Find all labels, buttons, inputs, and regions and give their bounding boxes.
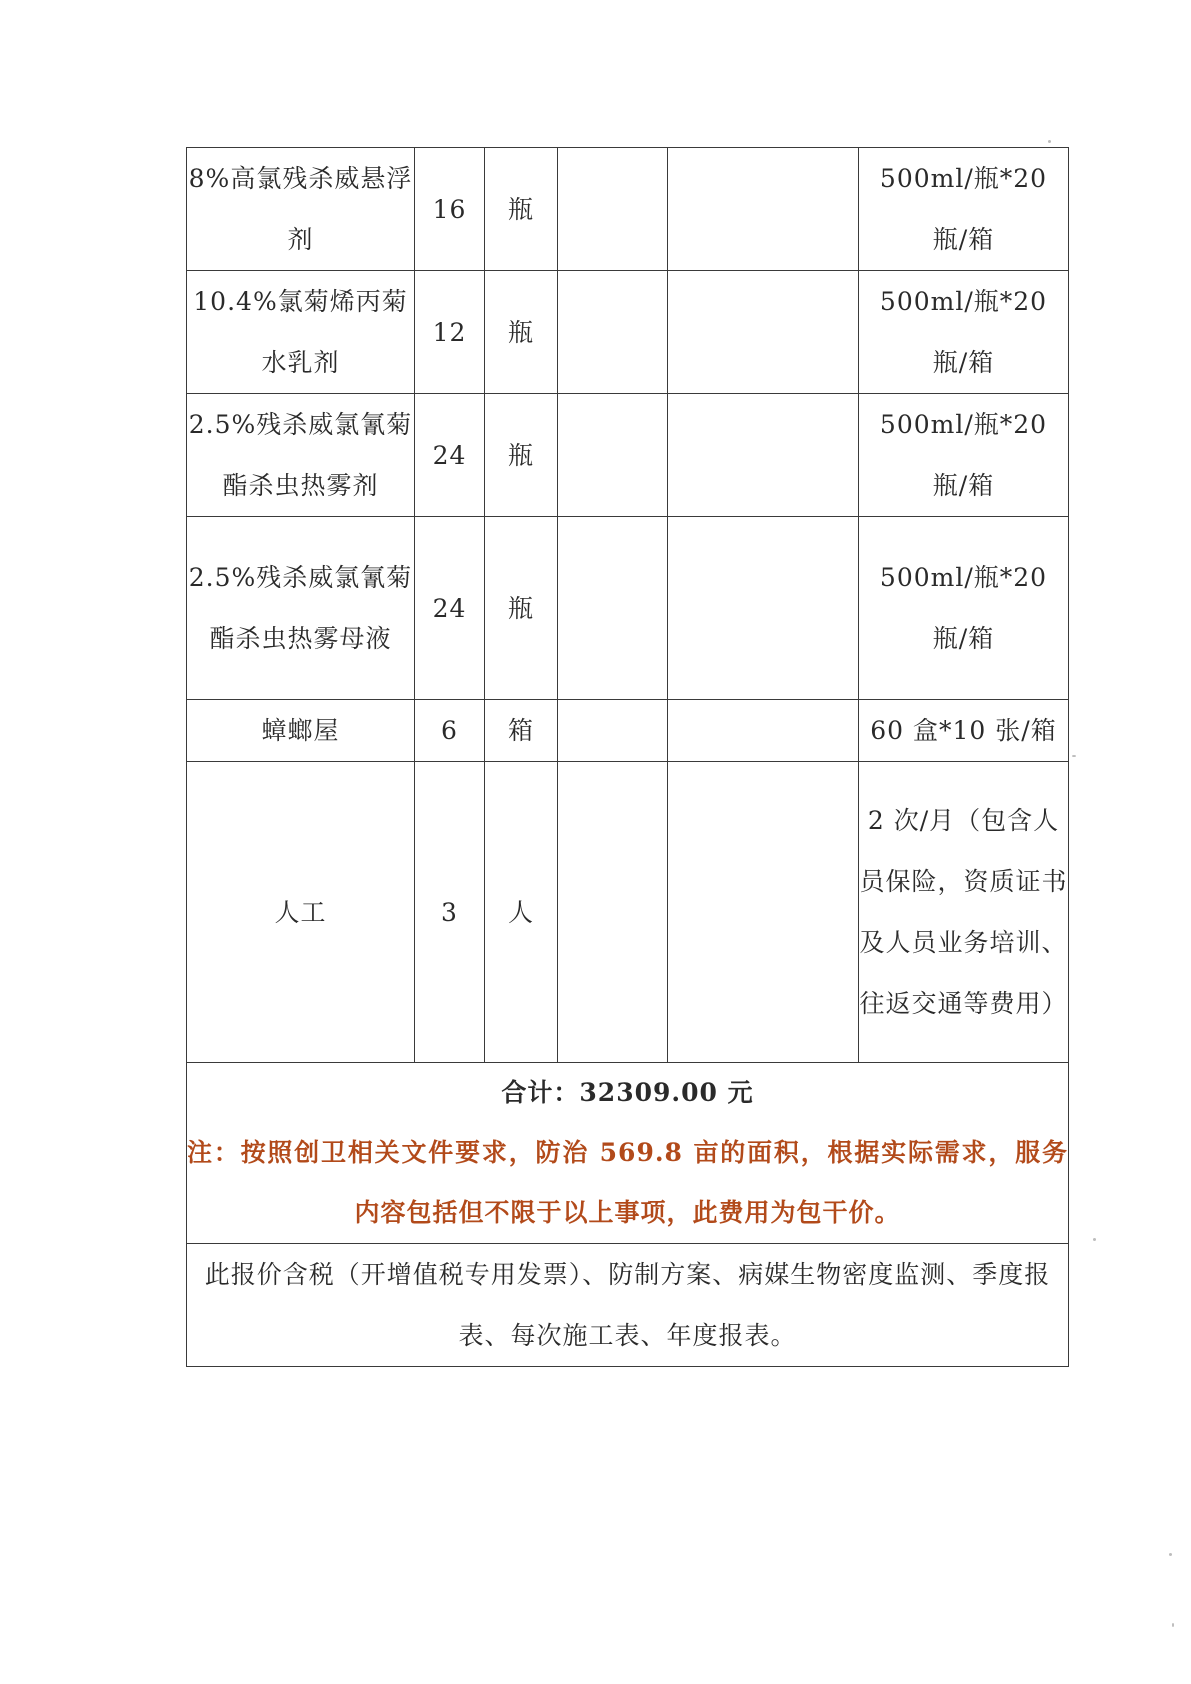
item-name: 8%高氯残杀威悬浮剂 [188, 164, 413, 254]
unit-price-cell [558, 148, 668, 271]
table-row [187, 271, 1069, 394]
spec-cell [859, 271, 1069, 394]
pricing-note: 注：按照创卫相关文件要求，防治 569.8 亩的面积，根据实际需求，服务内容包括但不限于以上事项，此费用为包干价。 [187, 1138, 1068, 1227]
quantity-cell: 6 [415, 700, 485, 762]
table-row [187, 700, 1069, 762]
unit-cell: 人 [485, 762, 558, 1063]
summary-cell [187, 1063, 1069, 1244]
amount-cell [668, 394, 859, 517]
item-name: 蟑螂屋 [261, 716, 340, 745]
item-name: 2.5%残杀威氯氰菊酯杀虫热雾母液 [188, 563, 413, 653]
scan-speck [1169, 1553, 1172, 1556]
spec-text: 500ml/瓶*20 瓶/箱 [879, 410, 1048, 500]
scan-speck [1072, 755, 1076, 757]
quantity-cell: 3 [415, 762, 485, 1063]
item-name-cell [187, 517, 415, 700]
unit-cell: 瓶 [485, 148, 558, 271]
spec-text: 500ml/瓶*20 瓶/箱 [879, 563, 1048, 653]
unit-price-cell [558, 394, 668, 517]
table-row [187, 394, 1069, 517]
quotation-table [186, 147, 1069, 1367]
unit-cell: 箱 [485, 700, 558, 762]
table-row [187, 762, 1069, 1063]
spec-text: 500ml/瓶*20 瓶/箱 [879, 164, 1048, 254]
spec-text: 500ml/瓶*20 瓶/箱 [879, 287, 1048, 377]
unit-cell: 瓶 [485, 394, 558, 517]
spec-text: 2 次/月（包含人员保险，资质证书及人员业务培训、往返交通等费用） [859, 806, 1068, 1018]
table-row [187, 148, 1069, 271]
spec-cell [859, 148, 1069, 271]
quantity-cell: 24 [415, 394, 485, 517]
quantity-cell: 24 [415, 517, 485, 700]
scan-speck [1048, 140, 1051, 143]
item-name-cell [187, 148, 415, 271]
quantity-cell: 16 [415, 148, 485, 271]
table-row [187, 517, 1069, 700]
unit-cell: 瓶 [485, 271, 558, 394]
item-name: 2.5%残杀威氯氰菊酯杀虫热雾剂 [188, 410, 413, 500]
total-amount: 合计：32309.00 元 [501, 1078, 754, 1107]
scan-speck [1093, 1238, 1096, 1241]
unit-cell: 瓶 [485, 517, 558, 700]
amount-cell [668, 271, 859, 394]
item-name-cell [187, 271, 415, 394]
spec-cell [859, 394, 1069, 517]
item-name-cell [187, 394, 415, 517]
item-name-cell [187, 762, 415, 1063]
tax-inclusion-note: 此报价含税（开增值税专用发票）、防制方案、病媒生物密度监测、季度报表、每次施工表、年度报表。 [187, 1244, 1069, 1367]
amount-cell [668, 700, 859, 762]
quantity-cell: 12 [415, 271, 485, 394]
unit-price-cell [558, 700, 668, 762]
item-name: 10.4%氯菊烯丙菊水乳剂 [193, 287, 408, 377]
spec-cell [859, 762, 1069, 1063]
spec-cell [859, 517, 1069, 700]
spec-cell [859, 700, 1069, 762]
summary-row [187, 1063, 1069, 1244]
item-name: 人工 [274, 897, 327, 927]
item-name-cell [187, 700, 415, 762]
spec-text: 60 盒*10 张/箱 [870, 716, 1057, 745]
scan-speck [1172, 1623, 1174, 1627]
amount-cell [668, 762, 859, 1063]
unit-price-cell [558, 517, 668, 700]
amount-cell [668, 148, 859, 271]
footer-row [187, 1244, 1069, 1367]
unit-price-cell [558, 271, 668, 394]
unit-price-cell [558, 762, 668, 1063]
amount-cell [668, 517, 859, 700]
